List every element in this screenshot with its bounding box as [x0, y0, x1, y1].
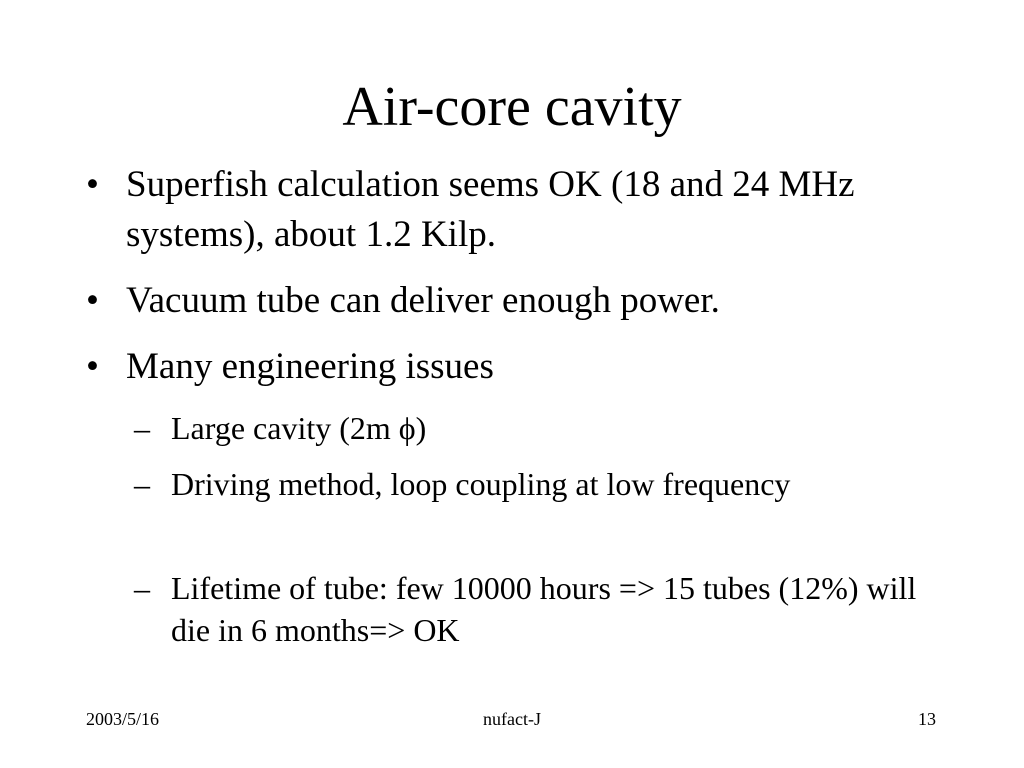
sub-bullet-mark: – [134, 570, 150, 606]
sub-bullet-text: Lifetime of tube: few 10000 hours => 15 tubes (12%) will die in 6 months=> OK [171, 570, 917, 648]
bullet-mark: • [86, 346, 99, 387]
bullet-text: Superfish calculation seems OK (18 and 24 MHz systems), about 1.2 Kilp. [126, 164, 855, 255]
sub-bullet-item [134, 567, 934, 651]
sub-bullet-text: Driving method, loop coupling at low frequency [171, 466, 791, 502]
bullet-item [86, 276, 936, 326]
bullet-text: Many engineering issues [126, 346, 494, 387]
slide-title: Air-core cavity [342, 76, 682, 138]
bullet-mark: • [86, 164, 99, 205]
sub-bullet-mark: – [134, 466, 150, 502]
page-number: 13 [918, 709, 936, 729]
footer-date: 2003/5/16 [86, 709, 160, 729]
footer-title: nufact-J [483, 709, 541, 729]
bullet-item [86, 342, 936, 392]
bullet-text: Vacuum tube can deliver enough power. [126, 280, 720, 321]
sub-bullet-mark: – [134, 410, 150, 446]
sub-bullet-item [134, 463, 934, 505]
bullet-item [86, 160, 936, 260]
sub-bullet-item [134, 407, 934, 449]
bullet-mark: • [86, 280, 99, 321]
sub-bullet-text: Large cavity (2m ϕ) [171, 410, 427, 446]
